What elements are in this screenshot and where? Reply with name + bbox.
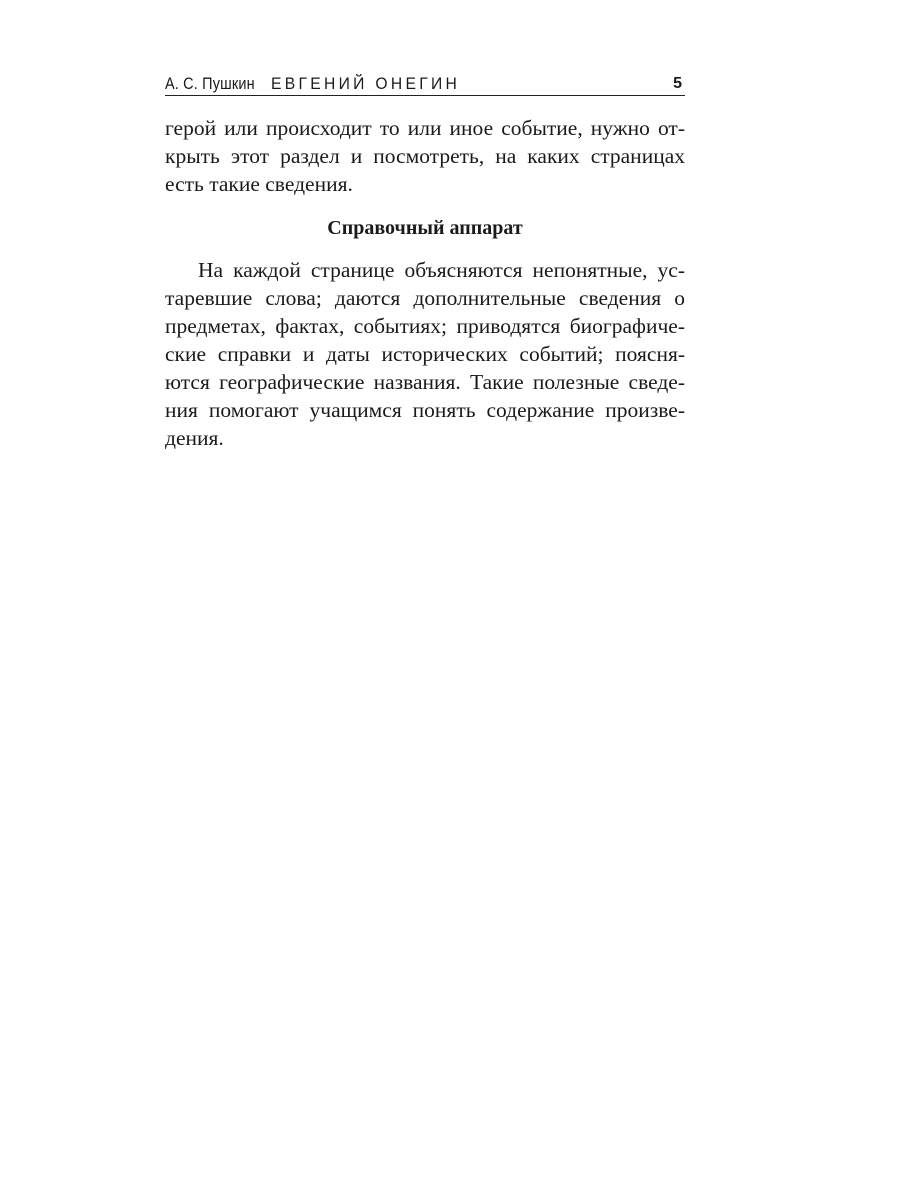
text-line: таревшие слова; даются дополнительные сведения о (165, 286, 685, 310)
text-line: ются географические названия. Такие полезные сведе- (165, 370, 685, 394)
text-line: есть такие сведения. (165, 172, 353, 196)
paragraph-reference-apparatus (165, 256, 685, 452)
text-line: крыть этот раздел и посмотреть, на каких страницах (165, 144, 685, 168)
section-heading: Справочный аппарат (327, 217, 523, 239)
header-author: А. С. Пушкин (165, 74, 255, 93)
text-line: дения. (165, 426, 224, 450)
text-line: ские справки и даты исторических событий; поясня- (165, 342, 685, 366)
text-line: На каждой странице объясняются непонятные, ус- (198, 258, 685, 282)
running-header (165, 72, 685, 96)
paragraph-continuation (165, 114, 685, 198)
page-number: 5 (673, 75, 682, 92)
header-rule (165, 95, 685, 96)
text-line: герой или происходит то или иное событие, нужно от- (165, 116, 685, 140)
text-line: ния помогают учащимся понять содержание произве- (165, 398, 685, 422)
header-book-title: ЕВГЕНИЙ ОНЕГИН (271, 74, 461, 93)
text-line: предметах, фактах, событиях; приводятся биографиче- (165, 314, 685, 338)
